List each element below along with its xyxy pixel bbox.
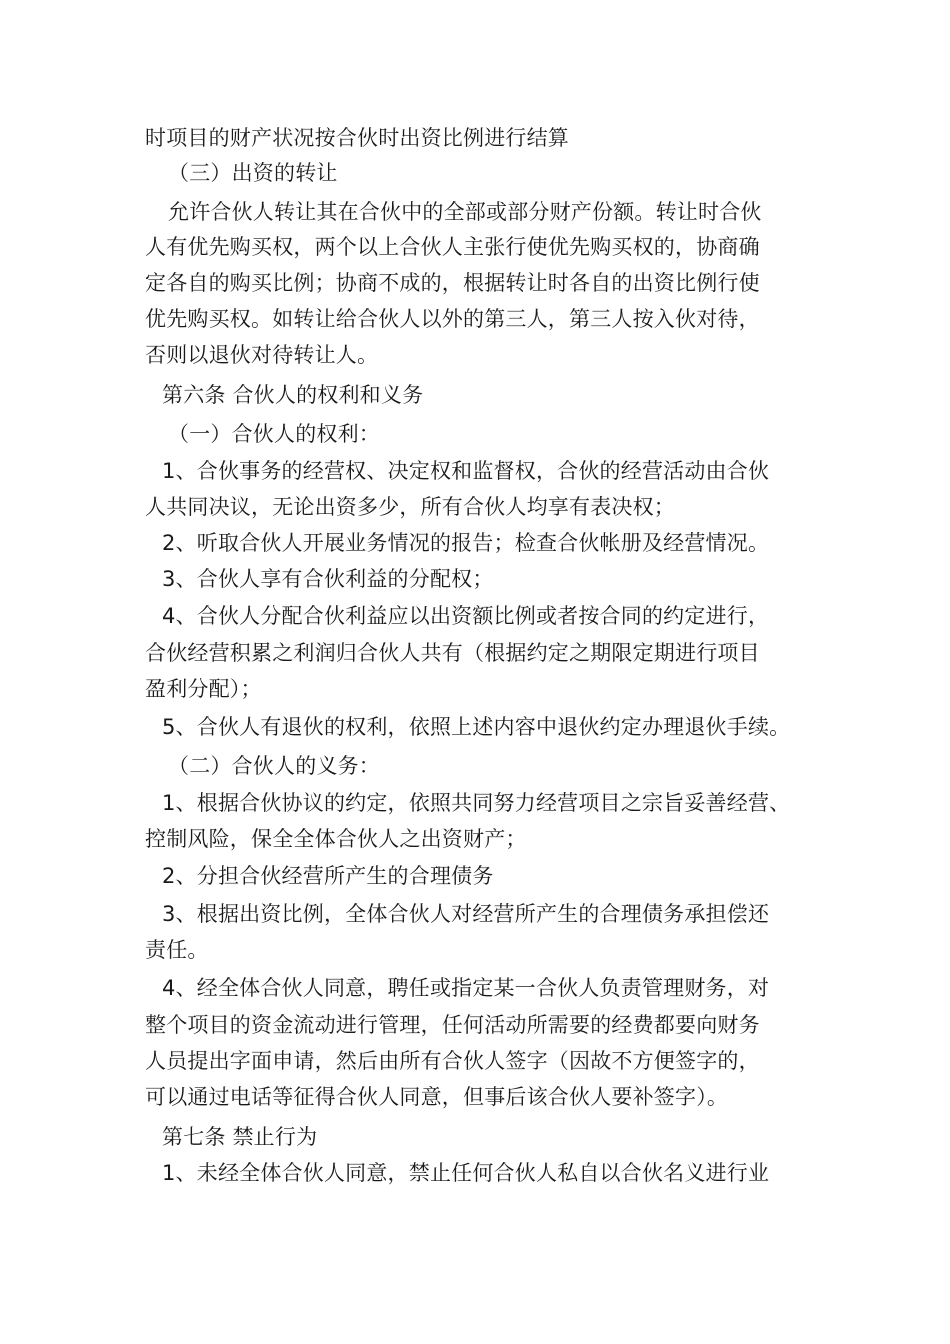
paragraph-line: 允许合伙人转让其在合伙中的全部或部分财产份额。转让时合伙	[168, 200, 762, 224]
list-item: 2、分担合伙经营所产生的合理债务	[162, 864, 494, 888]
article-heading: 第七条 禁止行为	[162, 1125, 318, 1149]
paragraph-line: 定各自的购买比例；协商不成的，根据转让时各自的出资比例行使	[145, 271, 760, 295]
paragraph-line: 责任。	[145, 938, 209, 962]
list-item: 1、合伙事务的经营权、决定权和监督权，合伙的经营活动由合伙	[162, 459, 770, 483]
list-item: 4、合伙人分配合伙利益应以出资额比例或者按合同的约定进行，	[162, 604, 770, 628]
list-item: 3、根据出资比例，全体合伙人对经营所产生的合理债务承担偿还	[162, 902, 770, 926]
section-heading: （一）合伙人的权利：	[168, 422, 380, 446]
list-item: 3、合伙人享有合伙利益的分配权；	[162, 567, 494, 591]
paragraph-line: 否则以退伙对待转让人。	[145, 343, 379, 367]
paragraph-line: 合伙经营积累之利润归合伙人共有（根据约定之期限定期进行项目	[145, 641, 760, 665]
paragraph-line: 盈利分配）；	[145, 677, 262, 701]
paragraph-line: 时项目的财产状况按合伙时出资比例进行结算	[145, 126, 569, 150]
list-item: 4、经全体合伙人同意，聘任或指定某一合伙人负责管理财务，对	[162, 976, 770, 1000]
paragraph-line: 整个项目的资金流动进行管理，任何活动所需要的经费都要向财务	[145, 1013, 760, 1037]
list-item: 2、听取合伙人开展业务情况的报告；检查合伙帐册及经营情况。	[162, 531, 770, 555]
list-item: 1、未经全体合伙人同意，禁止任何合伙人私自以合伙名义进行业	[162, 1161, 770, 1185]
section-heading: （三）出资的转让	[168, 161, 338, 185]
paragraph-line: 控制风险，保全全体合伙人之出资财产；	[145, 827, 527, 851]
article-heading: 第六条 合伙人的权利和义务	[162, 383, 424, 407]
paragraph-line: 可以通过电话等征得合伙人同意，但事后该合伙人要补签字）。	[145, 1085, 729, 1109]
paragraph-line: 人共同决议，无论出资多少，所有合伙人均享有表决权；	[145, 495, 675, 519]
list-item: 1、根据合伙协议的约定，依照共同努力经营项目之宗旨妥善经营、	[162, 791, 791, 815]
paragraph-line: 优先购买权。如转让给合伙人以外的第三人，第三人按入伙对待，	[145, 307, 760, 331]
paragraph-line: 人员提出字面申请，然后由所有合伙人签字（因故不方便签字的，	[145, 1049, 760, 1073]
section-heading: （二）合伙人的义务：	[168, 754, 380, 778]
paragraph-line: 人有优先购买权，两个以上合伙人主张行使优先购买权的，协商确	[145, 235, 760, 259]
list-item: 5、合伙人有退伙的权利，依照上述内容中退伙约定办理退伙手续。	[162, 715, 791, 739]
